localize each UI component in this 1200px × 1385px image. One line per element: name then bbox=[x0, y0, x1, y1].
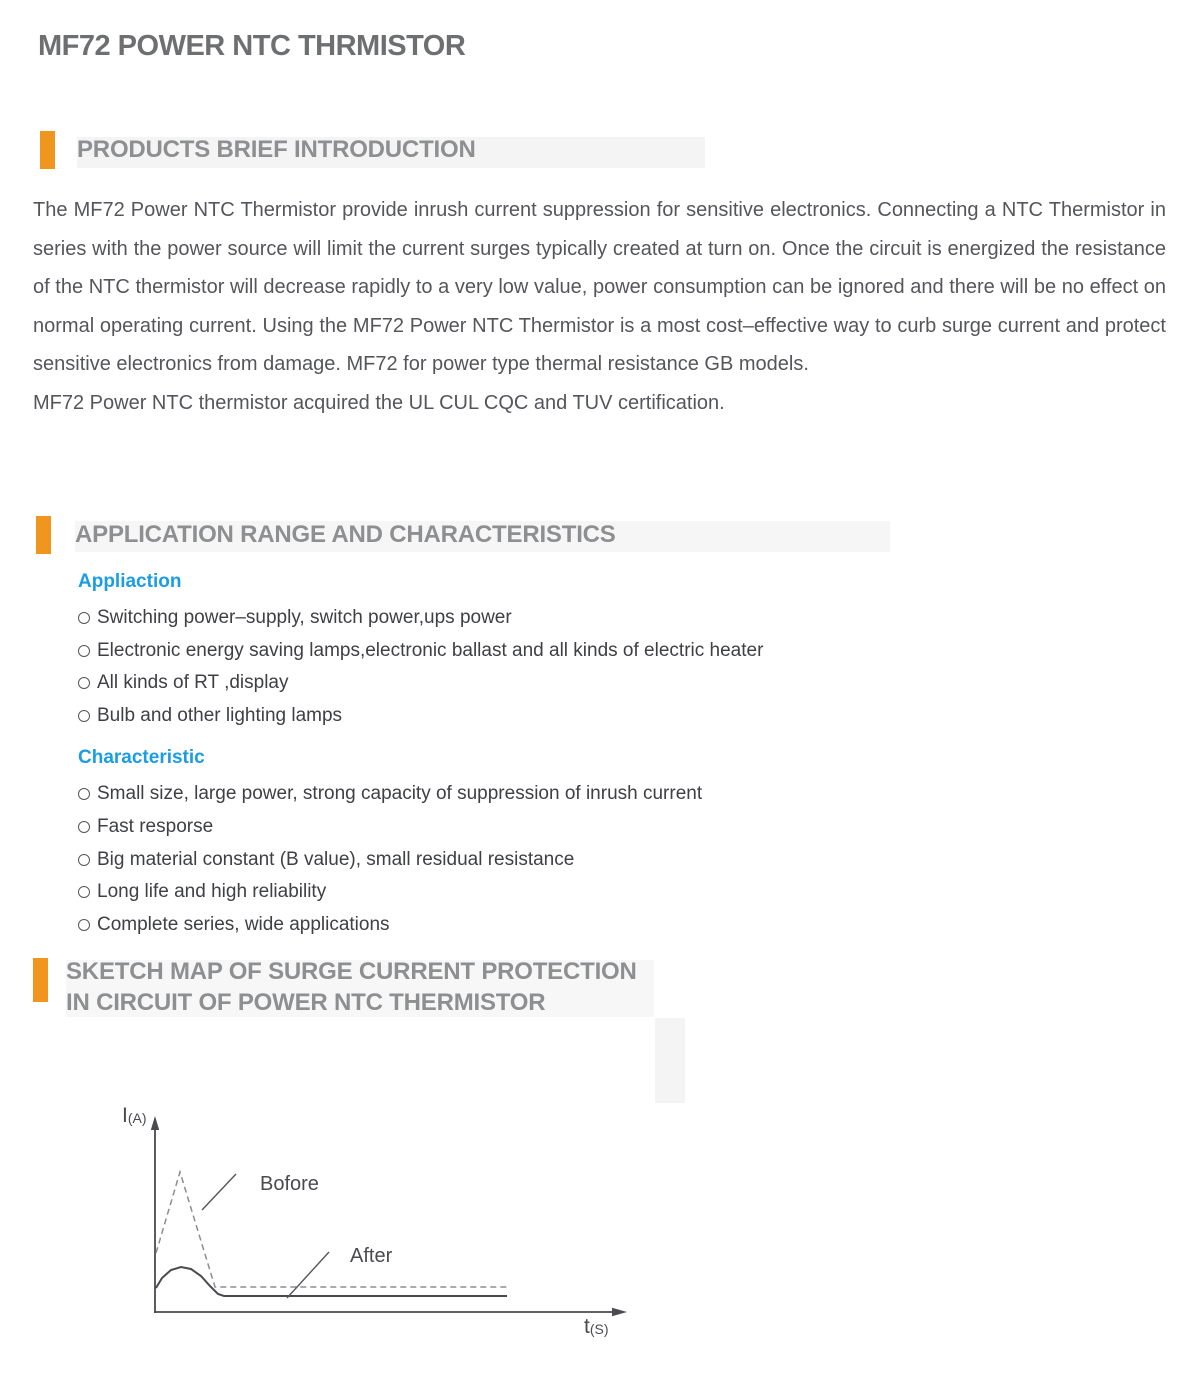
before-label-pointer bbox=[202, 1174, 236, 1210]
application-block bbox=[78, 570, 763, 941]
section-header-application-range bbox=[36, 516, 616, 554]
list-item-text: Bulb and other lighting lamps bbox=[97, 704, 343, 726]
section-title bbox=[66, 956, 637, 1018]
section-header-products-brief bbox=[40, 131, 476, 169]
circle-bullet-icon bbox=[78, 612, 90, 624]
list-item bbox=[78, 700, 763, 733]
list-item bbox=[78, 778, 763, 811]
after-curve bbox=[156, 1267, 507, 1296]
list-item-text: Big material constant (B value), small residual resistance bbox=[97, 848, 575, 870]
list-item bbox=[78, 844, 763, 877]
before-label: Bofore bbox=[260, 1173, 319, 1195]
list-item-text: Fast resporse bbox=[97, 815, 214, 837]
list-item-text: Small size, large power, strong capacity of suppression of inrush current bbox=[97, 783, 703, 805]
x-axis-label bbox=[584, 1315, 609, 1338]
surge-current-chart-svg bbox=[110, 1090, 680, 1350]
circle-bullet-icon bbox=[78, 788, 90, 800]
circle-bullet-icon bbox=[78, 821, 90, 833]
characteristic-heading: Characteristic bbox=[78, 747, 205, 769]
circle-bullet-icon bbox=[78, 645, 90, 657]
orange-accent-bar bbox=[40, 131, 55, 169]
y-axis-arrow-icon bbox=[151, 1116, 159, 1130]
circle-bullet-icon bbox=[78, 886, 90, 898]
x-axis-label-main: t bbox=[584, 1315, 590, 1338]
list-item bbox=[78, 909, 763, 942]
list-item-text: Complete series, wide applications bbox=[97, 913, 390, 935]
section-title-line2: IN CIRCUIT OF POWER NTC THERMISTOR bbox=[66, 989, 546, 1016]
page-title: MF72 POWER NTC THRMISTOR bbox=[38, 30, 466, 62]
y-axis-label-main: I bbox=[122, 1104, 128, 1127]
after-label: After bbox=[350, 1245, 393, 1267]
intro-paragraph: The MF72 Power NTC Thermistor provide inrush current suppression for sensitive electronics. Connecting a NTC Thermistor in series with the power source will limit the current surges typically created at turn on. Once the circuit is energized the resistance of the NTC thermistor will decrease rapidly to a very low value, power consumption can be ignored and there will be no effect on normal operating current. Using the MF72 Power NTC Thermistor is a most cost–effective way to curb surge current and protect sensitive electronics from damage. MF72 for power type thermal resistance GB models. bbox=[33, 199, 1166, 376]
list-item bbox=[78, 635, 763, 668]
section-header-sketch-map bbox=[33, 956, 637, 1018]
circle-bullet-icon bbox=[78, 919, 90, 931]
list-item bbox=[78, 602, 763, 635]
circle-bullet-icon bbox=[78, 677, 90, 689]
before-curve bbox=[156, 1172, 508, 1287]
list-item-text: All kinds of RT ,display bbox=[97, 672, 289, 694]
intro-body bbox=[33, 191, 1166, 423]
list-item-text: Electronic energy saving lamps,electronic ballast and all kinds of electric heater bbox=[97, 639, 764, 661]
after-label-pointer bbox=[287, 1252, 329, 1298]
list-item bbox=[78, 876, 763, 909]
characteristic-list bbox=[78, 778, 763, 941]
circle-bullet-icon bbox=[78, 854, 90, 866]
surge-current-chart bbox=[110, 1090, 680, 1355]
intro-paragraph-certification: MF72 Power NTC thermistor acquired the UL CUL CQC and TUV certification. bbox=[33, 391, 725, 414]
list-item-text: Long life and high reliability bbox=[97, 881, 327, 903]
list-item-text: Switching power–supply, switch power,ups power bbox=[97, 607, 512, 628]
y-axis-label-sub: (A) bbox=[127, 1110, 147, 1126]
circle-bullet-icon bbox=[78, 710, 90, 722]
list-item bbox=[78, 667, 763, 700]
orange-accent-bar bbox=[33, 958, 48, 1002]
section-title: APPLICATION RANGE AND CHARACTERISTICS bbox=[75, 521, 616, 548]
orange-accent-bar bbox=[36, 516, 51, 554]
x-axis-label-sub: (S) bbox=[589, 1321, 609, 1337]
list-item bbox=[78, 811, 763, 844]
x-axis-arrow-icon bbox=[612, 1308, 627, 1316]
y-axis-label bbox=[122, 1104, 147, 1127]
section-title: PRODUCTS BRIEF INTRODUCTION bbox=[77, 136, 476, 163]
section-title-line1: SKETCH MAP OF SURGE CURRENT PROTECTION bbox=[66, 958, 637, 985]
appliaction-heading: Appliaction bbox=[78, 571, 182, 592]
appliaction-list bbox=[78, 602, 763, 732]
